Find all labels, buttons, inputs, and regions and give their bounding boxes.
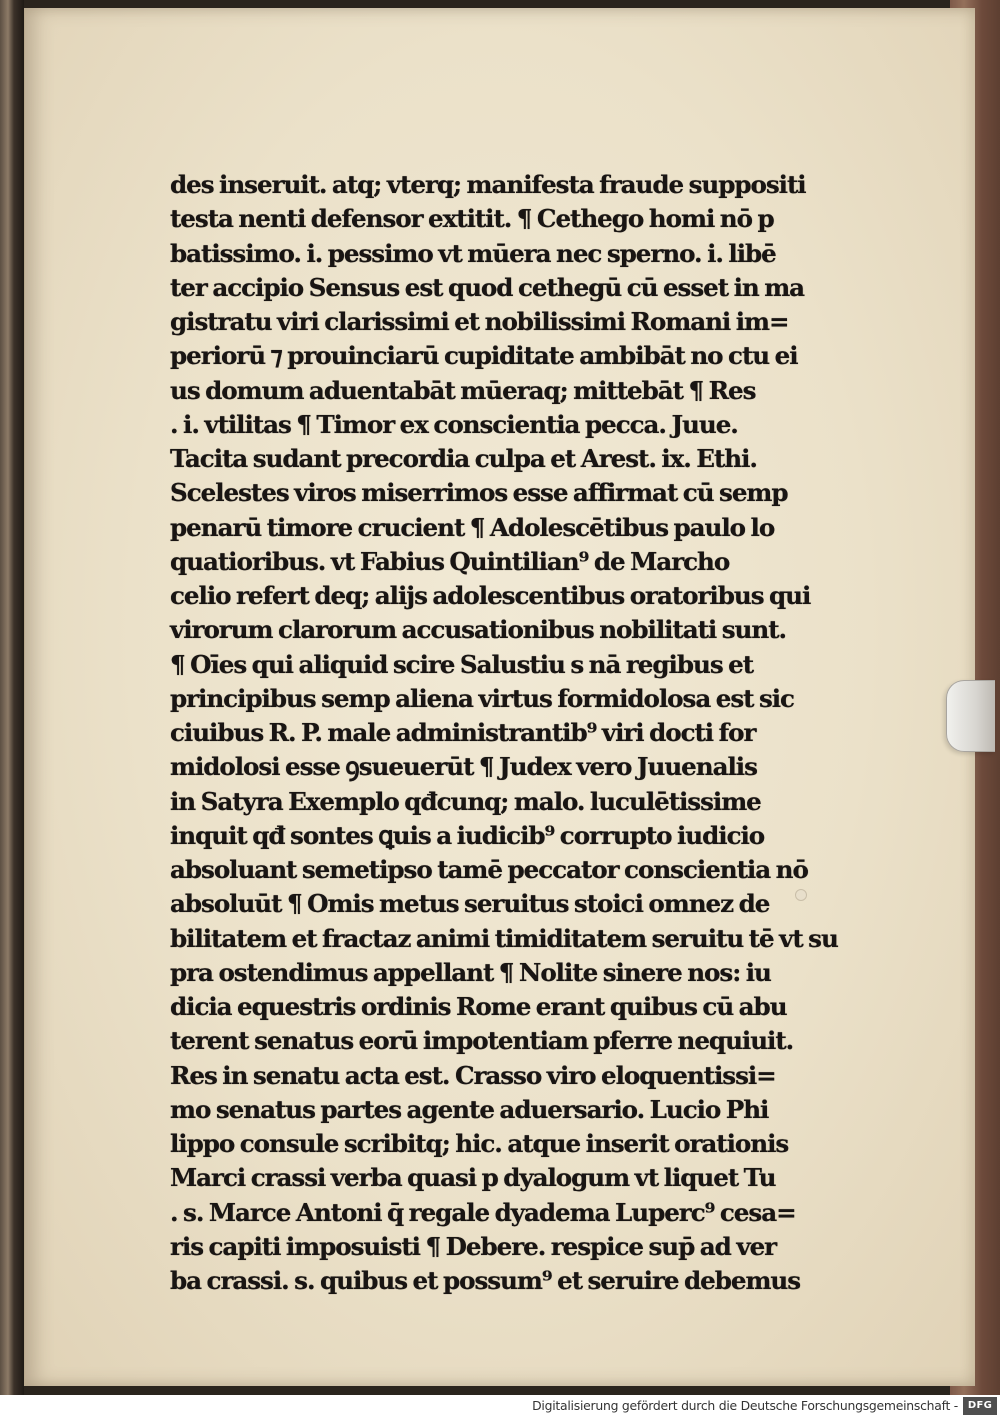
text-line: inquit qđ sontes ꝗuis a iudicib⁹ corrupto iudicio: [170, 820, 765, 850]
text-line: terent senatus eorū impotentiam pferre nequiuit.: [170, 1026, 794, 1056]
text-line: absoluant semetipso tamē peccator conscientia nō: [170, 855, 808, 884]
text-line: periorū ⁊ prouinciarū cupiditate ambibāt no ctu ei: [170, 341, 798, 371]
paper-blemish: [795, 889, 807, 901]
text-line: lippo consule scribitq; hic. atque inserit orationis: [170, 1129, 789, 1158]
digitization-footer: [0, 1395, 1000, 1418]
incunable-text-block: [170, 168, 838, 1298]
text-line: principibus semp aliena virtus formidolosa est sic: [170, 683, 794, 713]
text-line: Res in senatu acta est. Crasso viro eloquentissi=: [170, 1060, 776, 1090]
text-line: mo senatus partes agente aduersario. Lucio Phi: [170, 1094, 769, 1124]
text-line: midolosi esse ꝯsueuerūt ¶ Judex vero Juuenalis: [170, 752, 757, 782]
dfg-logo: DFG: [963, 1397, 997, 1415]
page-tab-marker: [946, 680, 995, 752]
text-line: Scelestes viros miserrimos esse affirmat cū semp: [170, 478, 788, 508]
text-line: . i. vtilitas ¶ Timor ex conscientia pecca. Juue.: [170, 409, 738, 439]
text-line: ciuibus R. P. male administrantib⁹ viri docti for: [170, 718, 756, 747]
text-line: us domum aduentabāt mūeraq; mittebāt ¶ Res: [170, 375, 756, 405]
text-line: celio refert deq; alijs adolescentibus oratoribus qui: [170, 581, 811, 610]
funding-credit: Digitalisierung gefördert durch die Deutsche Forschungsgemeinschaft -: [532, 1398, 958, 1413]
text-line: batissimo. i. pessimo vt mūera nec sperno. i. libē: [170, 238, 776, 268]
text-line: testa nenti defensor extitit. ¶ Cethego homi nō p: [170, 204, 774, 234]
text-line: dicia equestris ordinis Rome erant quibus cū abu: [170, 992, 787, 1021]
text-line: Marci crassi verba quasi p dyalogum vt liquet Tu: [170, 1163, 776, 1193]
text-line: . s. Marce Antoni q̄ regale dyadema Luperc⁹ cesa=: [170, 1197, 796, 1227]
text-line: in Satyra Exemplo qđcunq; malo. luculētissime: [170, 786, 761, 816]
text-line: virorum clarorum accusationibus nobilitati sunt.: [170, 615, 787, 645]
text-line: ter accipio Sensus est quod cethegū cū esset in ma: [170, 272, 805, 302]
text-line: quatioribus. vt Fabius Quintilian⁹ de Marcho: [170, 546, 730, 576]
text-line: absoluūt ¶ Omis metus seruitus stoici omnez de: [170, 889, 770, 919]
book-spine-edge: [0, 0, 24, 1395]
text-line: ¶ Oīes qui aliquid scire Salustiu s nā regibus et: [170, 649, 754, 679]
text-line: pra ostendimus appellant ¶ Nolite sinere nos: iu: [170, 957, 771, 987]
text-line: penarū timore crucient ¶ Adolescētibus paulo lo: [170, 512, 775, 542]
text-line: gistratu viri clarissimi et nobilissimi Romani im=: [170, 307, 789, 336]
text-line: bilitatem et fractaz animi timiditatem seruitu tē vt su: [170, 923, 838, 953]
text-line: des inseruit. atq; vterq; manifesta fraude suppositi: [170, 170, 806, 199]
text-line: ris capiti imposuisti ¶ Debere. respice sup̄ ad ver: [170, 1231, 777, 1261]
text-line: ba crassi. s. quibus et possum⁹ et seruire debemus: [170, 1266, 801, 1295]
text-line: Tacita sudant precordia culpa et Arest. ix. Ethi.: [170, 444, 757, 473]
